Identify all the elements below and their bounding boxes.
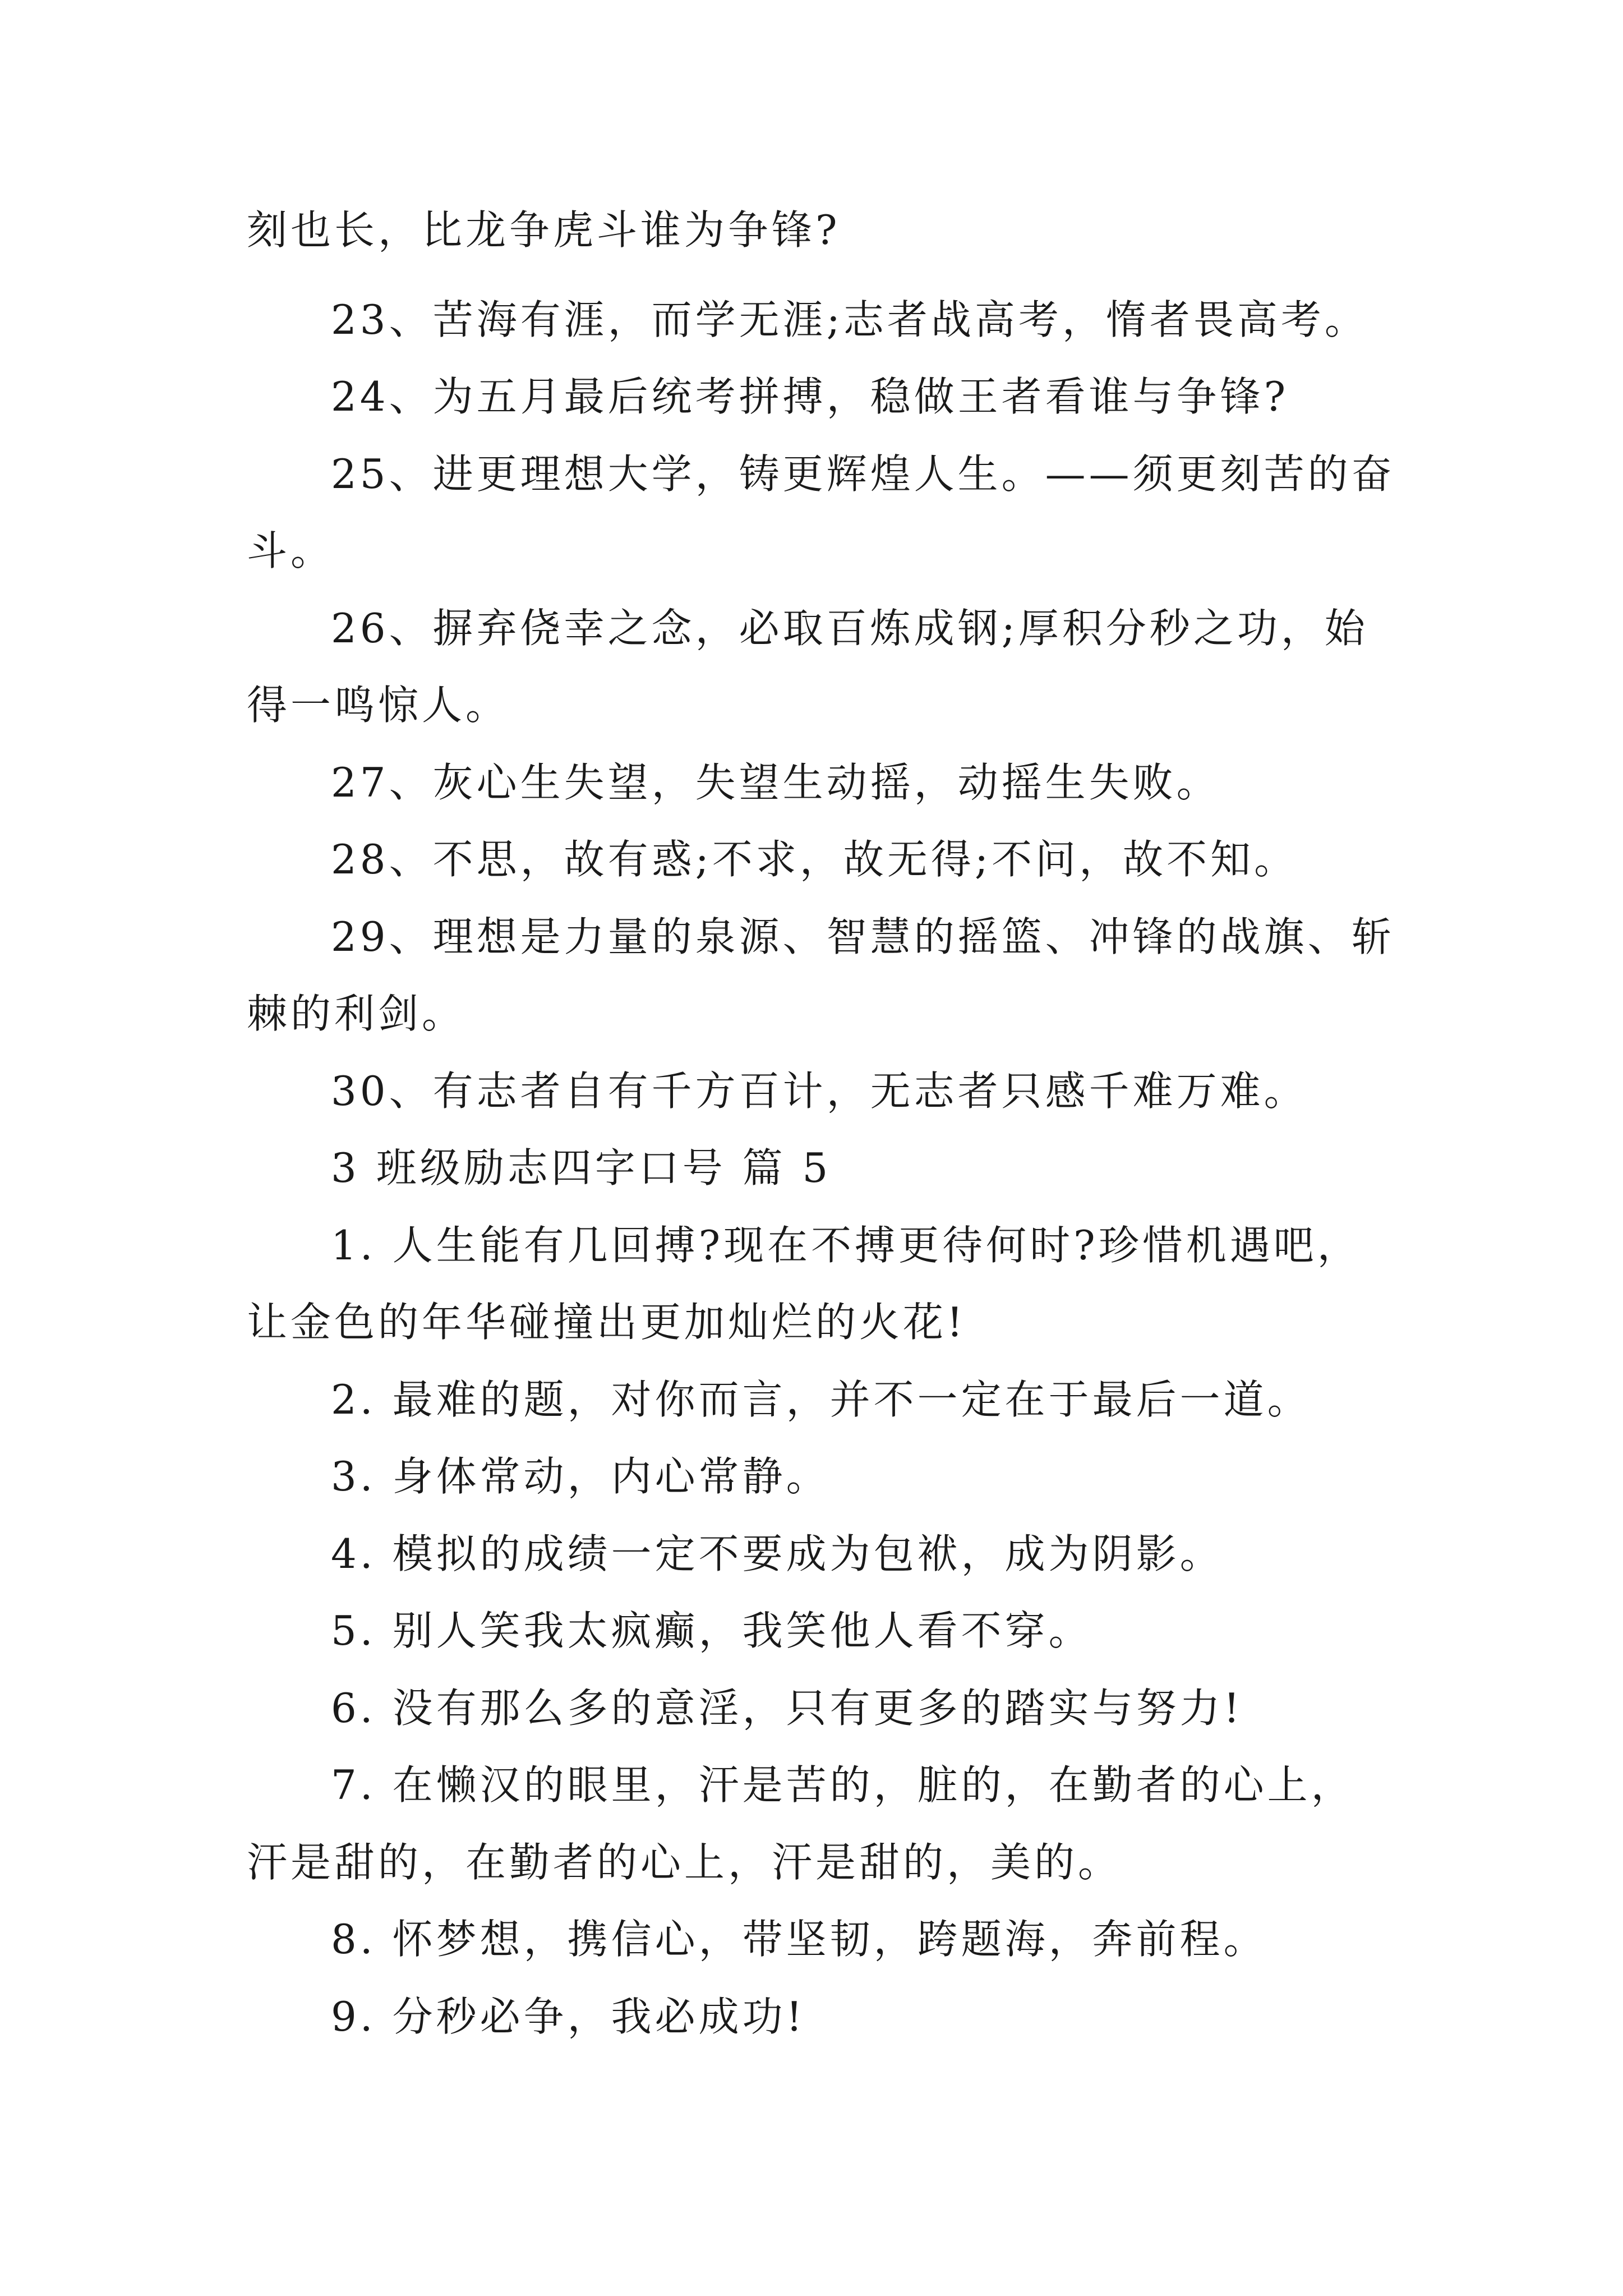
- text-line: 4. 模拟的成绩一定不要成为包袱，成为阴影。: [331, 1530, 1224, 1577]
- text-line: 得一鸣惊人。: [247, 682, 510, 729]
- text-line: 5. 别人笑我太疯癫，我笑他人看不穿。: [331, 1607, 1092, 1654]
- text-line: 2. 最难的题，对你而言，并不一定在于最后一道。: [331, 1376, 1311, 1423]
- text-line: 23、苦海有涯，而学无涯;志者战高考，惰者畏高考。: [331, 296, 1368, 343]
- text-line: 3. 身体常动，内心常静。: [331, 1453, 830, 1500]
- section-heading: 3 班级励志四字口号 篇 5: [331, 1144, 832, 1191]
- text-line: 刻也长，比龙争虎斗谁为争锋?: [247, 206, 841, 254]
- text-line: 25、进更理想大学，铸更辉煌人生。——须更刻苦的奋: [331, 450, 1395, 498]
- text-line: 6. 没有那么多的意淫，只有更多的踏实与努力!: [331, 1685, 1243, 1732]
- text-line: 28、不思，故有惑;不求，故无得;不问，故不知。: [331, 836, 1298, 883]
- text-line: 1. 人生能有几回搏?现在不搏更待何时?珍惜机遇吧，: [331, 1222, 1361, 1269]
- text-line: 棘的利剑。: [247, 990, 466, 1037]
- text-line: 9. 分秒必争，我必成功!: [331, 1993, 806, 2040]
- text-line: 7. 在懒汉的眼里，汗是苦的，脏的，在勤者的心上，: [331, 1761, 1355, 1809]
- text-line: 27、灰心生失望，失望生动摇，动摇生失败。: [331, 759, 1220, 806]
- text-line: 30、有志者自有千方百计，无志者只感千难万难。: [331, 1068, 1308, 1115]
- text-line: 让金色的年华碰撞出更加灿烂的火花!: [247, 1299, 966, 1346]
- text-line: 24、为五月最后统考拼搏，稳做王者看谁与争锋?: [331, 373, 1289, 420]
- text-line: 29、理想是力量的泉源、智慧的摇篮、冲锋的战旗、斩: [331, 913, 1395, 960]
- text-line: 斗。: [247, 527, 335, 574]
- text-line: 汗是甜的，在勤者的心上，汗是甜的，美的。: [247, 1839, 1122, 1886]
- text-line: 8. 怀梦想，携信心，带坚韧，跨题海，奔前程。: [331, 1916, 1267, 1963]
- text-line: 26、摒弃侥幸之念，必取百炼成钢;厚积分秒之功，始: [331, 605, 1368, 652]
